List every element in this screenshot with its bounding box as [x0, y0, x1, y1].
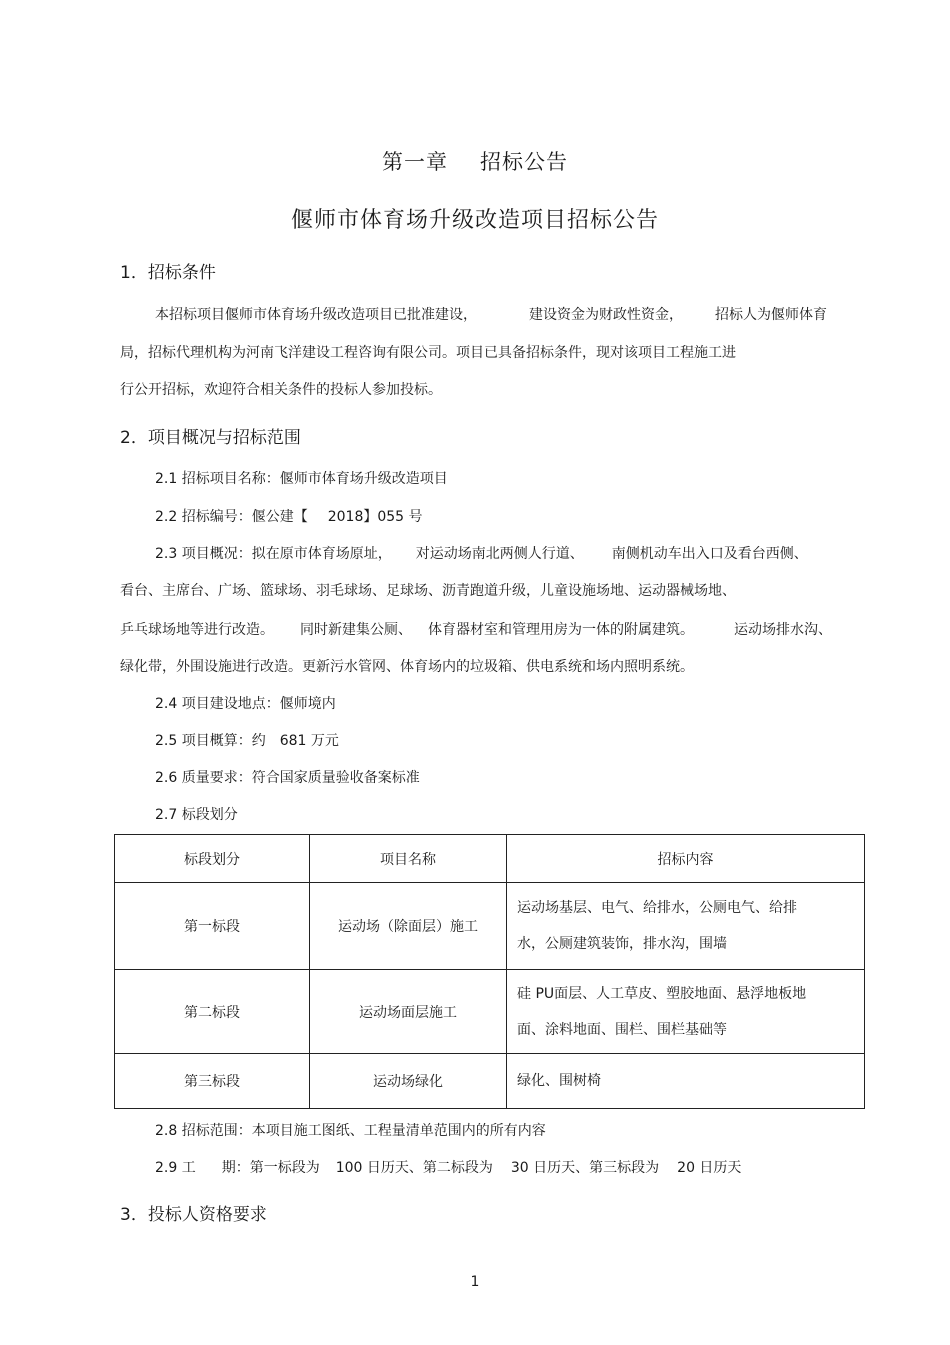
cell-section: 第三标段: [115, 1054, 310, 1109]
item-2-3-line-3b: 同时新建集公厕、: [300, 622, 412, 638]
item-2-3c: 南侧机动车出入口及看台西侧、: [611, 546, 808, 562]
cell-project-name: 运动场面层施工: [310, 970, 507, 1054]
cell-content: [507, 970, 865, 1054]
s1-line-1c: 招标人为偃师体育: [715, 307, 827, 323]
document-title: 偃师市体育场升级改造项目招标公告: [290, 208, 659, 233]
item-2-5b: 681 万元: [279, 733, 339, 749]
item-2-5: [155, 730, 339, 750]
item-2-9e: 20 日历天: [677, 1160, 742, 1176]
cell-content: [507, 883, 865, 970]
header-content: 招标内容: [507, 835, 865, 883]
table-row: [115, 970, 865, 1054]
cell-content-line-2: 水，公厕建筑装饰，排水沟，围墙: [517, 936, 727, 952]
item-2-3: [155, 543, 808, 563]
cell-project-name: 运动场（除面层）施工: [310, 883, 507, 970]
cell-content-line-1: 硅 PU面层、人工草皮、塑胶地面、悬浮地板地: [517, 985, 807, 1002]
item-2-7: 2.7 标段划分: [155, 807, 238, 823]
item-2-4: 2.4 项目建设地点：偃师境内: [155, 696, 336, 712]
item-2-3-line-2: 看台、主席台、广场、篮球场、羽毛球场、足球场、沥青跑道升级，儿童设施场地、运动器械场地、: [120, 583, 736, 599]
cell-content-line-2: 面、涂料地面、围栏、围栏基础等: [517, 1021, 727, 1038]
item-2-3-line-3d: 运动场排水沟、: [734, 622, 832, 638]
s1-line-3: 行公开招标，欢迎符合相关条件的投标人参加投标。: [120, 382, 442, 398]
item-2-9a: 2.9 工: [155, 1160, 196, 1176]
item-2-9c: 100 日历天、第二标段为: [335, 1160, 493, 1176]
page-number: 1: [470, 1274, 480, 1290]
item-2-6: 2.6 质量要求：符合国家质量验收备案标准: [155, 770, 420, 786]
cell-project-name: 运动场绿化: [310, 1054, 507, 1109]
table-row: [115, 1054, 865, 1109]
section-table: [114, 834, 865, 1109]
chapter-number: 第一章: [382, 150, 448, 174]
item-2-2: [155, 506, 423, 526]
item-2-2a: 2.2 招标编号：偃公建【: [155, 509, 308, 525]
item-2-3-line-4: 绿化带，外围设施进行改造。更新污水管网、体育场内的垃圾箱、供电系统和场内照明系统。: [120, 659, 694, 675]
cell-section: 第一标段: [115, 883, 310, 970]
s1-line-1b: 建设资金为财政性资金，: [529, 307, 683, 323]
item-2-3-line-3c: 体育器材室和管理用房为一体的附属建筑。: [428, 622, 694, 638]
item-2-2b: 2018】055 号: [327, 509, 423, 525]
section-1-heading: 1．招标条件: [120, 263, 216, 283]
s1-line-1a: 本招标项目偃师市体育场升级改造项目已批准建设，: [155, 307, 477, 323]
section-2-heading: 2．项目概况与招标范围: [120, 428, 301, 448]
item-2-5a: 2.5 项目概算：约: [155, 733, 266, 749]
item-2-1: 2.1 招标项目名称：偃师市体育场升级改造项目: [155, 471, 448, 487]
header-project-name: 项目名称: [310, 835, 507, 883]
item-2-9: [155, 1157, 741, 1177]
chapter-heading: [0, 146, 950, 176]
table-header-row: [115, 835, 865, 883]
chapter-title: 招标公告: [480, 150, 568, 174]
s1-line-1: [155, 304, 827, 324]
s1-line-2: 局，招标代理机构为河南飞洋建设工程咨询有限公司。项目已具备招标条件，现对该项目工程施工进: [120, 345, 736, 361]
cell-section: 第二标段: [115, 970, 310, 1054]
item-2-3-line-3: [120, 619, 832, 639]
item-2-9b: 期：第一标段为: [221, 1160, 320, 1176]
item-2-9d: 30 日历天、第三标段为: [510, 1160, 660, 1176]
table-row: [115, 883, 865, 970]
section-3-heading: 3．投标人资格要求: [120, 1205, 267, 1225]
header-section: 标段划分: [115, 835, 310, 883]
item-2-3-line-3a: 乒乓球场地等进行改造。: [120, 622, 274, 638]
item-2-8: 2.8 招标范围：本项目施工图纸、工程量清单范围内的所有内容: [155, 1123, 546, 1139]
cell-content-line-1: 运动场基层、电气、给排水，公厕电气、给排: [517, 900, 797, 916]
cell-content: 绿化、围树椅: [507, 1054, 865, 1109]
item-2-3b: 对运动场南北两侧人行道、: [415, 546, 584, 562]
item-2-3a: 2.3 项目概况：拟在原市体育场原址，: [155, 546, 392, 562]
